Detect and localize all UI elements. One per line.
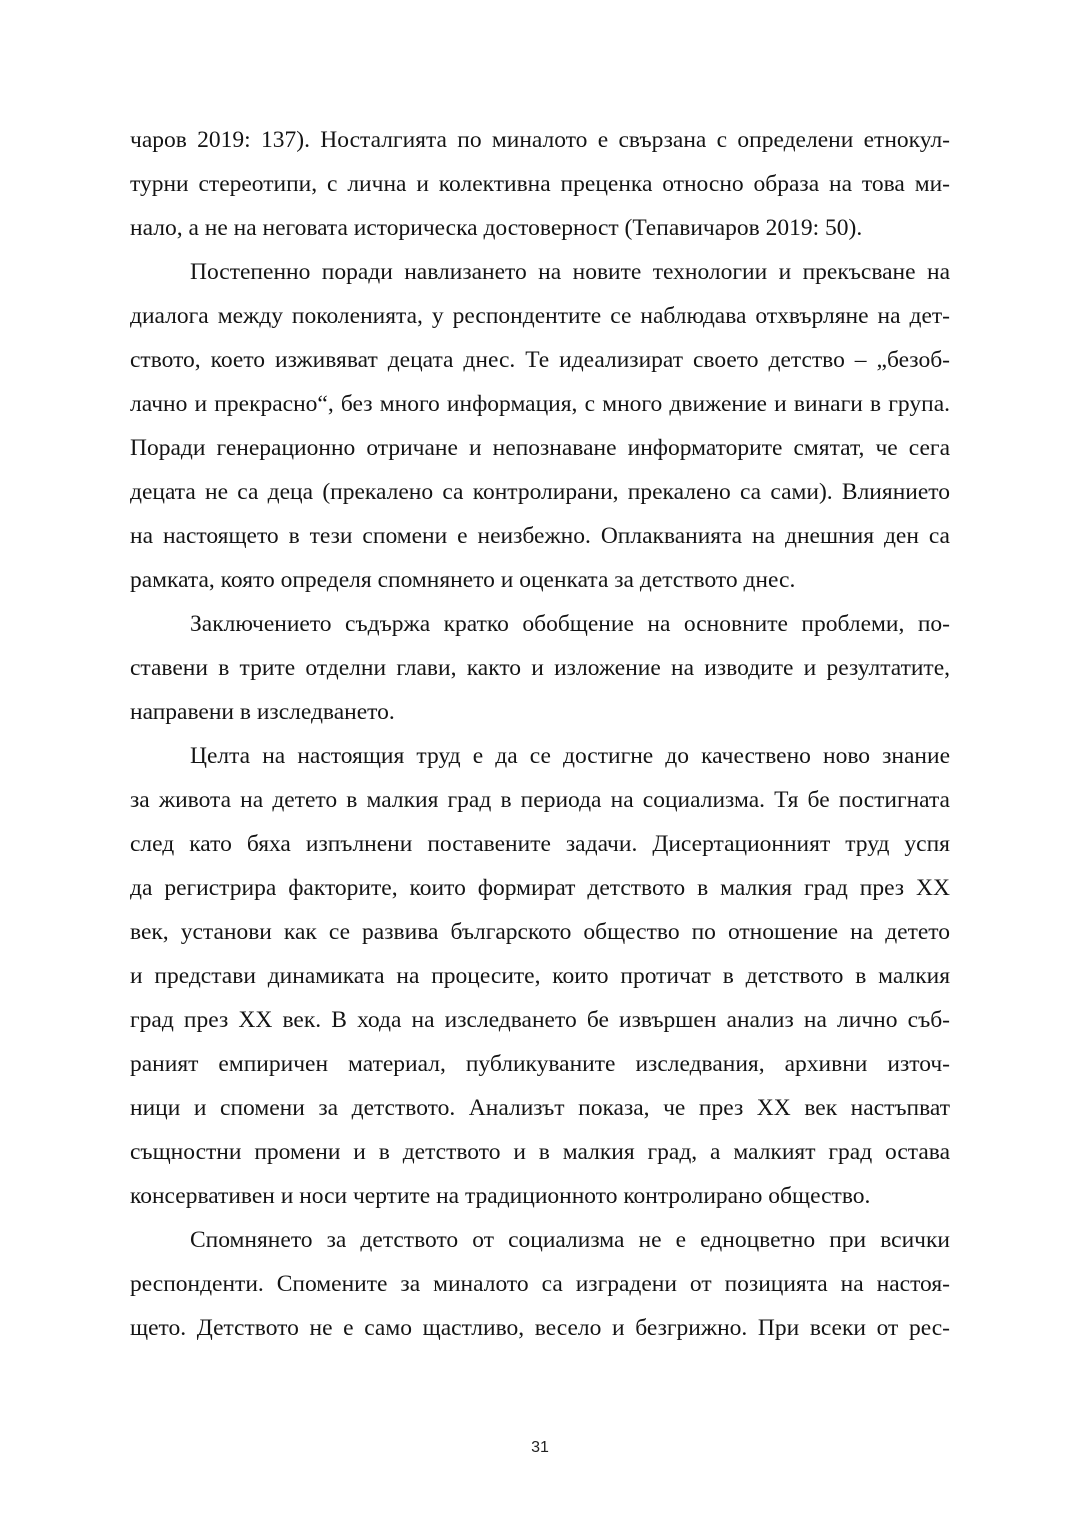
paragraph-4-line-6: и представи динамиката на процесите, които протичат в детството в малкия: [130, 963, 950, 989]
paragraph-3-line-3: направени в изследването.: [130, 699, 395, 725]
paragraph-2-line-1: Постепенно поради навлизането на новите технологии и прекъсване на: [190, 259, 950, 285]
paragraph-4-line-4: да регистрира факторите, които формират детството в малкия град през XX: [130, 875, 950, 901]
paragraph-4-line-3: след като бяха изпълнени поставените задачи. Дисертационният труд успя: [130, 831, 950, 857]
paragraph-5-line-2: респонденти. Спомените за миналото са изградени от позицията на настоя-: [130, 1271, 950, 1297]
paragraph-2-line-2: диалога между поколенията, у респондентите се наблюдава отхвърляне на дет-: [130, 303, 950, 329]
paragraph-4-line-1: Целта на настоящия труд е да се достигне до качествено ново знание: [190, 743, 950, 769]
paragraph-2-line-3: ството, което изживяват децата днес. Те идеализират своето детство – „безоб-: [130, 347, 950, 373]
paragraph-4-line-8: раният емпиричен материал, публикуваните изследвания, архивни източ-: [130, 1051, 950, 1077]
paragraph-2-line-7: на настоящето в тези спомени е неизбежно. Оплакванията на днешния ден са: [130, 523, 950, 549]
paragraph-2-line-8: рамката, която определя спомнянето и оценката за детството днес.: [130, 567, 796, 593]
paragraph-1-line-2: турни стереотипи, с лична и колективна преценка относно образа на това ми-: [130, 171, 950, 197]
paragraph-1-line-1: чаров 2019: 137). Носталгията по миналото е свързана с определени етнокул-: [130, 127, 950, 153]
paragraph-2-line-5: Поради генерационно отричане и непознаване информаторите смятат, че сега: [130, 435, 950, 461]
paragraph-4-line-11: консервативен и носи чертите на традиционното контролирано общество.: [130, 1183, 871, 1209]
paragraph-2-line-6: децата не са деца (прекалено са контролирани, прекалено са сами). Влиянието: [130, 479, 950, 505]
page-number: 31: [531, 1439, 549, 1456]
paragraph-4-line-5: век, установи как се развива българското общество по отношение на детето: [130, 919, 950, 945]
paragraph-1-line-3: нало, а не на неговата историческа достоверност (Тепавичаров 2019: 50).: [130, 215, 863, 241]
paragraph-4-line-10: същностни промени и в детството и в малкия град, а малкият град остава: [130, 1139, 950, 1165]
paragraph-4-line-7: град през XX век. В хода на изследването бе извършен анализ на лично съб-: [130, 1007, 950, 1033]
paragraph-4-line-9: ници и спомени за детството. Анализът показа, че през XX век настъпват: [130, 1095, 950, 1121]
paragraph-5-line-3: щето. Детството не е само щастливо, весело и безгрижно. При всеки от рес-: [130, 1315, 950, 1341]
paragraph-5-line-1: Спомнянето за детството от социализма не е едноцветно при всички: [190, 1227, 950, 1253]
paragraph-3-line-2: ставени в трите отделни глави, както и изложение на изводите и резултатите,: [130, 655, 950, 681]
paragraph-3-line-1: Заключението съдържа кратко обобщение на основните проблеми, по-: [190, 611, 950, 637]
paragraph-2-line-4: лачно и прекрасно“, без много информация, с много движение и винаги в група.: [130, 391, 950, 417]
paragraph-4-line-2: за живота на детето в малкия град в периода на социализма. Тя бе постигната: [130, 787, 950, 813]
